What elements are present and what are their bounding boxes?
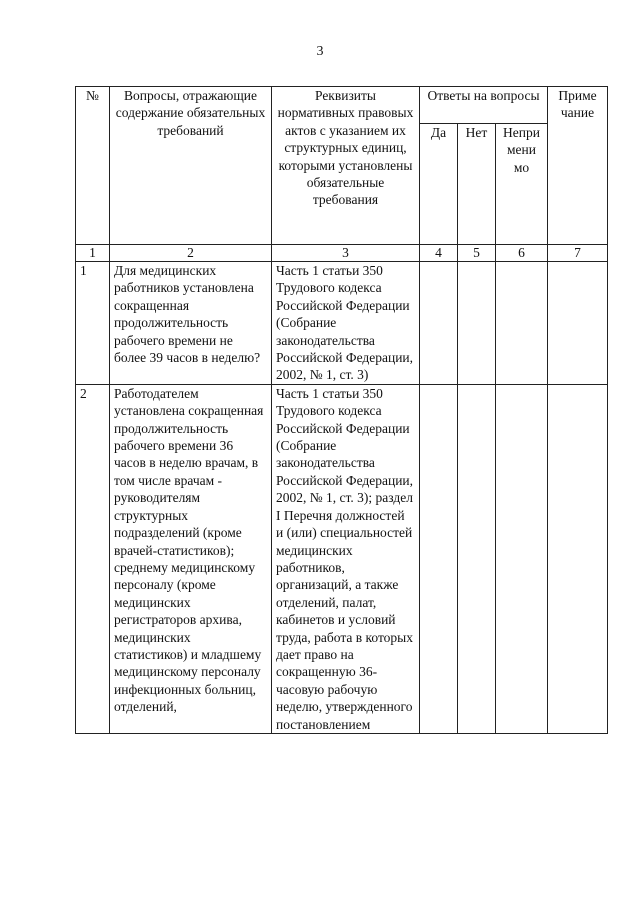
column-number: 2 (110, 245, 272, 262)
header-row (76, 87, 608, 124)
header-answers: Ответы на вопросы (420, 87, 548, 124)
header-no: Нет (458, 124, 496, 245)
note-cell[interactable] (548, 262, 608, 385)
header-questions: Вопросы, отражающие содержание обязательных требований (110, 87, 272, 245)
header-not-applicable: Непри мени мо (496, 124, 548, 245)
row-number: 2 (76, 384, 110, 733)
row-number: 1 (76, 262, 110, 385)
column-number: 7 (548, 245, 608, 262)
column-numbers-row (76, 245, 608, 262)
page-number: 3 (316, 44, 324, 59)
answer-no-cell[interactable] (458, 384, 496, 733)
note-cell[interactable] (548, 384, 608, 733)
column-number: 3 (272, 245, 420, 262)
requirements-table (75, 86, 608, 734)
column-number: 6 (496, 245, 548, 262)
column-number: 1 (76, 245, 110, 262)
column-number: 5 (458, 245, 496, 262)
header-num: № (76, 87, 110, 245)
answer-not-applicable-cell[interactable] (496, 262, 548, 385)
answer-yes-cell[interactable] (420, 384, 458, 733)
answer-no-cell[interactable] (458, 262, 496, 385)
answer-not-applicable-cell[interactable] (496, 384, 548, 733)
header-yes: Да (420, 124, 458, 245)
requisites-cell: Часть 1 статьи 350 Трудового кодекса Российской Федерации (Собрание законодательства Российской Федерации, 2002, № 1, ст. 3); раздел I Перечня должностей и (или) специальностей медицинских работников, организаций, а также отделений, палат, кабинетов и условий труда, работа в которых дает право на сокращенную 36-часовую рабочую неделю, утвержденного постановлением (272, 384, 420, 733)
table-row (76, 384, 608, 733)
question-cell: Для медицинских работников установлена сокращенная продолжительность рабочего времени не более 39 часов в неделю? (110, 262, 272, 385)
question-cell: Работодателем установлена сокращенная продолжительность рабочего времени 36 часов в неделю врачам, в том числе врачам - руководителям структурных подразделений (кроме врачей-статистиков); среднему медицинскому персоналу (кроме медицинских регистраторов архива, медицинских статистиков) и младшему медицинскому персоналу инфекционных больниц, отделений, (110, 384, 272, 733)
table-row (76, 262, 608, 385)
requisites-cell: Часть 1 статьи 350 Трудового кодекса Российской Федерации (Собрание законодательства Российской Федерации, 2002, № 1, ст. 3) (272, 262, 420, 385)
answer-yes-cell[interactable] (420, 262, 458, 385)
header-note: Приме чание (548, 87, 608, 245)
column-number: 4 (420, 245, 458, 262)
header-requisites: Реквизиты нормативных правовых актов с указанием их структурных единиц, которыми установлены обязательные требования (272, 87, 420, 245)
